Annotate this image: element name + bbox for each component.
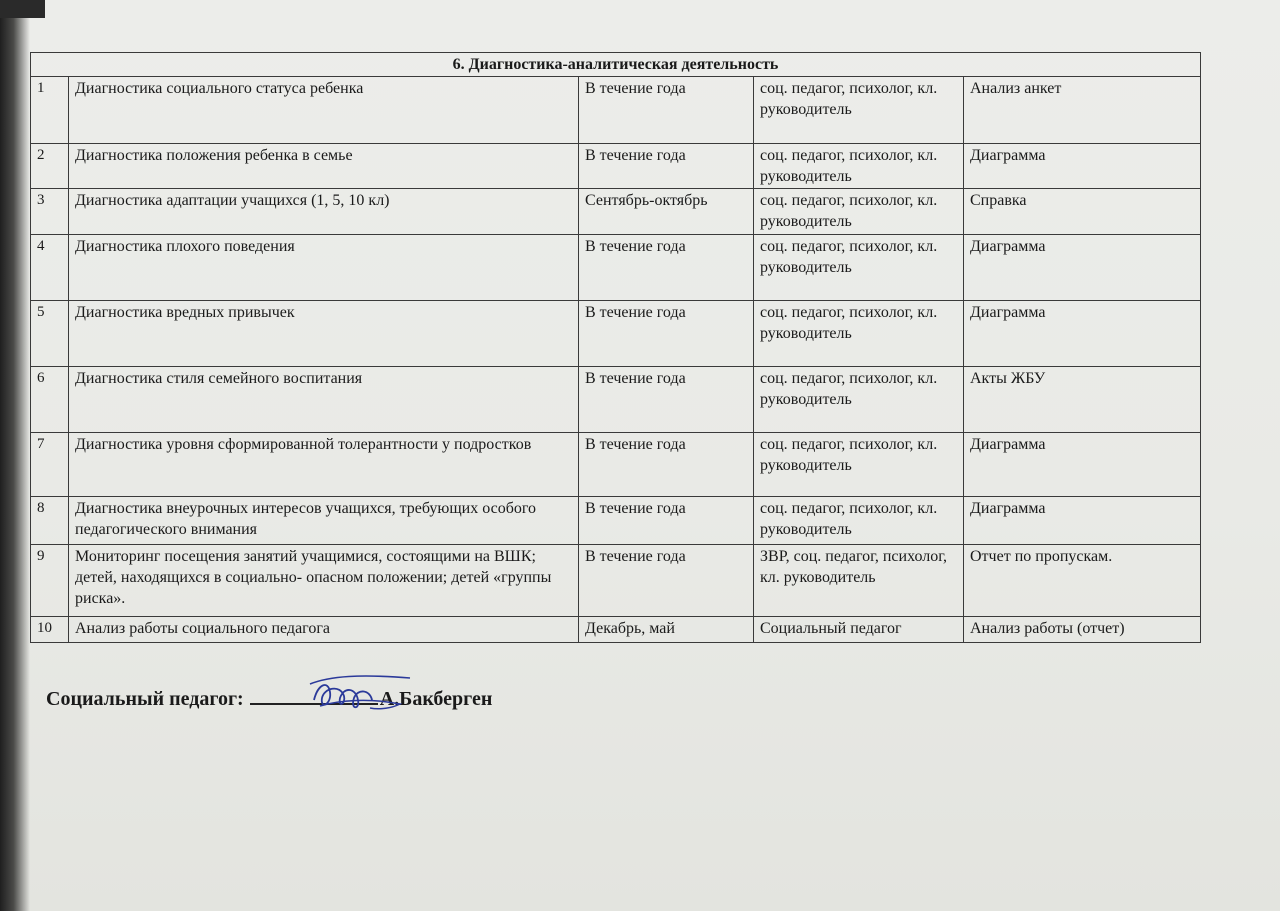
- row-number: 4: [31, 234, 69, 300]
- table-row: [31, 76, 1201, 143]
- responsible-cell: ЗВР, соц. педагог, психолог, кл. руководитель: [754, 544, 964, 616]
- result-cell: Справка: [964, 189, 1201, 235]
- activity-cell: Диагностика внеурочных интересов учащихся, требующих особого педагогического внимания: [69, 496, 579, 544]
- row-number: 6: [31, 366, 69, 432]
- row-number: 8: [31, 496, 69, 544]
- table-row: [31, 496, 1201, 544]
- row-number: 7: [31, 432, 69, 496]
- table-row: [31, 616, 1201, 642]
- background-corner: [0, 0, 45, 18]
- result-cell: Диаграмма: [964, 496, 1201, 544]
- result-cell: Акты ЖБУ: [964, 366, 1201, 432]
- table-title-row: [31, 53, 1201, 77]
- table-row: [31, 544, 1201, 616]
- timing-cell: Декабрь, май: [579, 616, 754, 642]
- table-row: [31, 366, 1201, 432]
- timing-cell: В течение года: [579, 76, 754, 143]
- signature-name: А.Бакберген: [379, 688, 493, 710]
- table-row: [31, 189, 1201, 235]
- result-cell: Диаграмма: [964, 300, 1201, 366]
- row-number: 10: [31, 616, 69, 642]
- timing-cell: В течение года: [579, 432, 754, 496]
- timing-cell: В течение года: [579, 234, 754, 300]
- handwritten-signature: [300, 670, 420, 718]
- table-row: [31, 143, 1201, 189]
- activity-cell: Анализ работы социального педагога: [69, 616, 579, 642]
- row-number: 3: [31, 189, 69, 235]
- activity-cell: Диагностика уровня сформированной толерантности у подростков: [69, 432, 579, 496]
- responsible-cell: соц. педагог, психолог, кл. руководитель: [754, 432, 964, 496]
- row-number: 2: [31, 143, 69, 189]
- responsible-cell: соц. педагог, психолог, кл. руководитель: [754, 300, 964, 366]
- page-edge-shadow: [0, 0, 30, 911]
- diagnostics-table: [30, 52, 1201, 643]
- table-row: [31, 432, 1201, 496]
- result-cell: Диаграмма: [964, 234, 1201, 300]
- activity-cell: Диагностика вредных привычек: [69, 300, 579, 366]
- signature-label: Социальный педагог:: [46, 688, 244, 710]
- timing-cell: В течение года: [579, 300, 754, 366]
- timing-cell: В течение года: [579, 496, 754, 544]
- table-row: [31, 234, 1201, 300]
- row-number: 1: [31, 76, 69, 143]
- activity-cell: Диагностика плохого поведения: [69, 234, 579, 300]
- result-cell: Анализ анкет: [964, 76, 1201, 143]
- activity-cell: Диагностика адаптации учащихся (1, 5, 10 кл): [69, 189, 579, 235]
- section-title: 6. Диагностика-аналитическая деятельность: [31, 53, 1201, 77]
- responsible-cell: соц. педагог, психолог, кл. руководитель: [754, 234, 964, 300]
- timing-cell: В течение года: [579, 544, 754, 616]
- signature-block: [46, 688, 492, 711]
- result-cell: Анализ работы (отчет): [964, 616, 1201, 642]
- timing-cell: Сентябрь-октябрь: [579, 189, 754, 235]
- timing-cell: В течение года: [579, 143, 754, 189]
- responsible-cell: соц. педагог, психолог, кл. руководитель: [754, 189, 964, 235]
- activity-cell: Диагностика положения ребенка в семье: [69, 143, 579, 189]
- timing-cell: В течение года: [579, 366, 754, 432]
- row-number: 5: [31, 300, 69, 366]
- activity-cell: Диагностика стиля семейного воспитания: [69, 366, 579, 432]
- table-row: [31, 300, 1201, 366]
- responsible-cell: соц. педагог, психолог, кл. руководитель: [754, 76, 964, 143]
- responsible-cell: соц. педагог, психолог, кл. руководитель: [754, 143, 964, 189]
- row-number: 9: [31, 544, 69, 616]
- responsible-cell: соц. педагог, психолог, кл. руководитель: [754, 366, 964, 432]
- responsible-cell: Социальный педагог: [754, 616, 964, 642]
- result-cell: Диаграмма: [964, 143, 1201, 189]
- activity-cell: Диагностика социального статуса ребенка: [69, 76, 579, 143]
- result-cell: Диаграмма: [964, 432, 1201, 496]
- result-cell: Отчет по пропускам.: [964, 544, 1201, 616]
- activity-cell: Мониторинг посещения занятий учащимися, состоящими на ВШК; детей, находящихся в социально- опасном положении; детей «группы риска».: [69, 544, 579, 616]
- responsible-cell: соц. педагог, психолог, кл. руководитель: [754, 496, 964, 544]
